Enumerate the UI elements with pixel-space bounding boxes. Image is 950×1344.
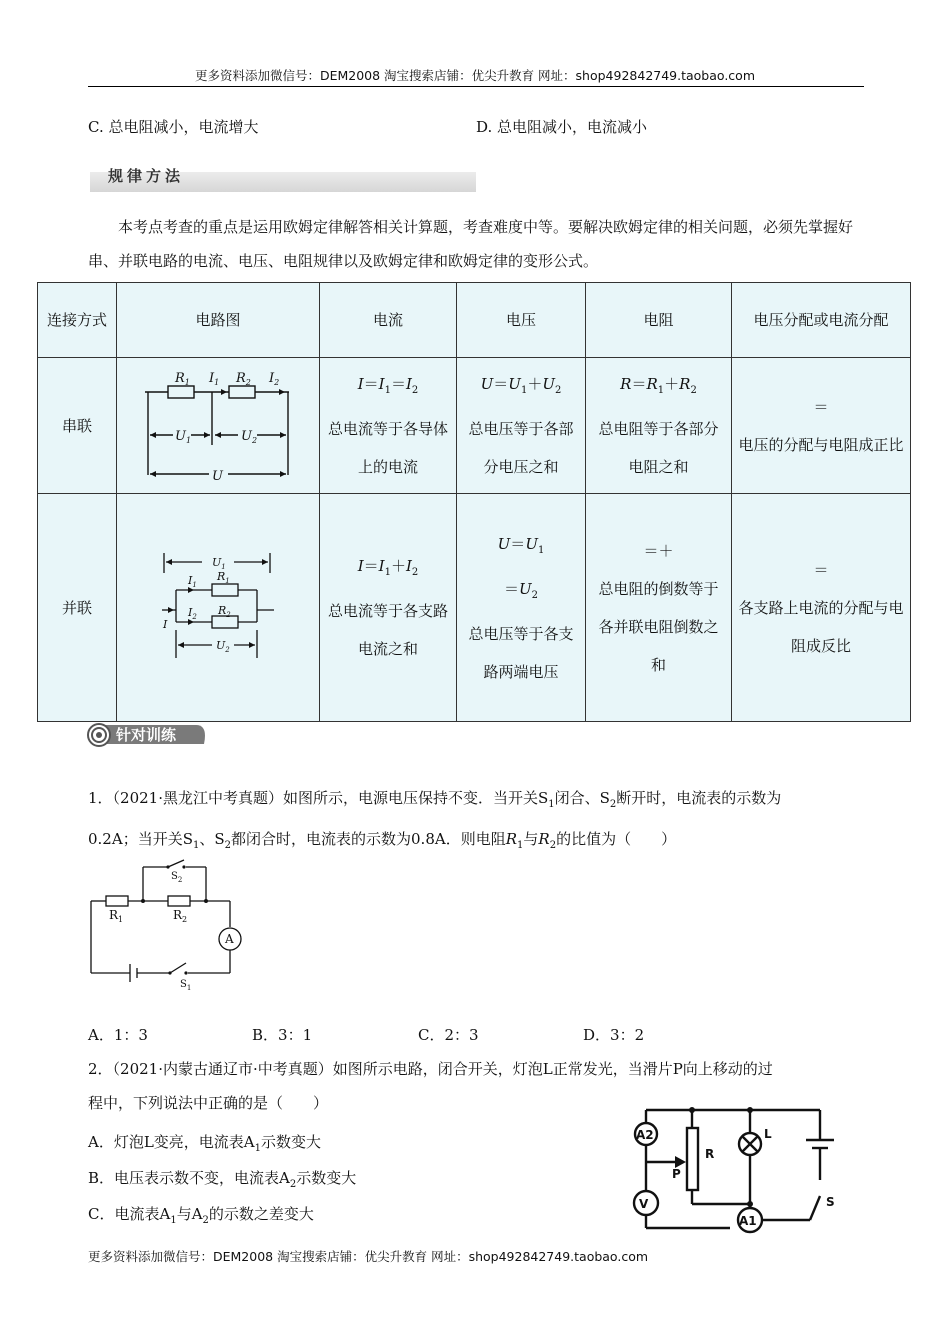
svg-text:I2: $I_2$	[269, 370, 280, 387]
parallel-voltage-formula-1: $U=U_1$	[497, 534, 545, 556]
prev-option-d: D. 总电阻减小，电流减小	[476, 118, 648, 136]
header-voltage: 电压	[457, 283, 586, 358]
q2-circuit-diagram	[620, 1100, 840, 1245]
series-distribution-desc: 电压的分配与电阻成正比	[738, 435, 904, 454]
law-table	[37, 282, 911, 722]
section-title-training: 针对训练	[116, 726, 177, 744]
parallel-voltage-desc: 总电压等于各支路两端电压	[468, 624, 574, 681]
parallel-distribution-eq: ＝	[813, 560, 829, 579]
q2-option-b[interactable]: B．电压表示数不变，电流表$A_2$示数变大	[88, 1169, 357, 1190]
parallel-circuit-diagram	[162, 548, 274, 668]
svg-text:U: U	[212, 468, 223, 482]
q2-option-a[interactable]: A．灯泡L变亮，电流表$A_1$示数变大	[88, 1133, 322, 1154]
svg-text:U1: $U_1$	[212, 555, 226, 571]
svg-text:I1: $I_1$	[188, 573, 197, 589]
svg-text:L: L	[764, 1127, 772, 1141]
series-voltage-desc: 总电压等于各部分电压之和	[468, 420, 574, 476]
svg-text:S1: $S_1$	[180, 979, 192, 990]
svg-text:I: I	[163, 617, 168, 631]
svg-text:S: S	[826, 1195, 835, 1209]
q1-circuit-diagram	[88, 855, 248, 990]
header-distribution: 电压分配或电流分配	[732, 283, 911, 358]
q2-option-c[interactable]: C．电流表$A_1$与$A_2$的示数之差变大	[88, 1205, 314, 1226]
parallel-resistance-desc: 总电阻的倒数等于各并联电阻倒数之和	[598, 579, 719, 674]
svg-text:U2: $U_2$	[216, 638, 230, 654]
parallel-label: 并联	[38, 494, 117, 722]
parallel-current-formula: $I=I_1+I_2$	[357, 557, 419, 578]
svg-text:A1: A1	[739, 1214, 757, 1228]
header-diagram: 电路图	[117, 283, 320, 358]
header-connection: 连接方式	[38, 283, 117, 358]
page-header: 更多资料添加微信号：DEM2008 淘宝搜索店铺：优尖升教育 网址：shop492842749.taobao.com	[194, 68, 756, 83]
header-divider	[88, 86, 864, 87]
series-distribution-cell	[732, 358, 911, 494]
parallel-diagram	[117, 494, 320, 722]
svg-text:I2: $I_2$	[188, 605, 197, 621]
intro-paragraph: 本考点考查的重点是运用欧姆定律解答相关计算题，考查难度中等。要解决欧姆定律的相关问题，必须先掌握好串、并联电路的电流、电压、电阻规律以及欧姆定律和欧姆定律的变形公式。	[88, 218, 854, 270]
svg-text:R1: $R_1$	[109, 908, 124, 924]
parallel-current-desc: 总电流等于各支路电流之和	[327, 602, 448, 658]
svg-text:A2: A2	[636, 1128, 654, 1142]
series-current-formula: $I=I_1=I_2$	[357, 375, 419, 396]
page-footer: 更多资料添加微信号：DEM2008 淘宝搜索店铺：优尖升教育 网址：shop492842749.taobao.com	[88, 1249, 649, 1264]
svg-text:V: V	[639, 1197, 649, 1211]
series-voltage-formula: $U=U_1+U_2$	[480, 375, 562, 396]
parallel-distribution-desc: 各支路上电流的分配与电阻成反比	[738, 598, 904, 655]
series-resistance-desc: 总电阻等于各部分电阻之和	[598, 420, 719, 476]
series-diagram	[117, 358, 320, 494]
series-current-desc: 总电流等于各导体上的电流	[327, 420, 448, 476]
prev-option-c: C. 总电阻减小，电流增大	[88, 118, 259, 136]
parallel-resistance-eq: ＝＋	[643, 541, 674, 560]
svg-text:R2: $R_2$	[236, 370, 251, 387]
svg-text:P: P	[672, 1167, 681, 1181]
header-resistance: 电阻	[586, 283, 732, 358]
series-circuit-diagram	[143, 370, 293, 482]
q1-option-d[interactable]: D．3：2	[583, 1026, 645, 1044]
series-voltage-cell	[457, 358, 586, 494]
section-title-method: 规律方法	[108, 167, 185, 185]
parallel-voltage-formula-2: $=U_2$	[503, 579, 539, 601]
q1-stem: 1．（2021·黑龙江中考真题）如图所示，电源电压保持不变．当开关$S_1$闭合、$S_2$断开时，电流表的示数为 0.2A；当开关$S_1$、$S_2$都闭合时，电流表的示数为0.8A．则电阻$R_1$与$R_2$的比值为（ ）	[88, 789, 782, 851]
svg-text:R2: $R_2$	[218, 603, 231, 619]
svg-text:S2: $S_2$	[171, 871, 183, 884]
series-current-cell	[320, 358, 457, 494]
svg-text:R: R	[705, 1147, 715, 1161]
parallel-distribution-cell	[732, 494, 911, 722]
svg-text:I1: $I_1$	[209, 370, 220, 387]
parallel-current-cell	[320, 494, 457, 722]
series-label: 串联	[38, 358, 117, 494]
series-resistance-cell	[586, 358, 732, 494]
parallel-voltage-cell	[457, 494, 586, 722]
svg-text:A: A	[225, 932, 234, 946]
svg-text:R2: $R_2$	[173, 908, 188, 924]
q1-option-b[interactable]: B．3：1	[252, 1026, 313, 1044]
header-current: 电流	[320, 283, 457, 358]
series-resistance-formula: $R=R_1+R_2$	[620, 375, 697, 396]
parallel-resistance-cell	[586, 494, 732, 722]
svg-text:U2: $U_2$	[241, 428, 258, 445]
series-distribution-eq: ＝	[813, 397, 829, 416]
q1-option-c[interactable]: C．2：3	[418, 1026, 479, 1044]
svg-text:R1: $R_1$	[175, 370, 190, 387]
svg-text:R1: $R_1$	[217, 569, 230, 585]
q2-stem: 2．（2021·内蒙古通辽市·中考真题）如图所示电路，闭合开关，灯泡L正常发光，当滑片P向上移动的过 程中，下列说法中正确的是（ ）	[88, 1060, 773, 1112]
q1-option-a[interactable]: A．1：3	[88, 1026, 148, 1044]
svg-text:U1: $U_1$	[175, 428, 192, 445]
